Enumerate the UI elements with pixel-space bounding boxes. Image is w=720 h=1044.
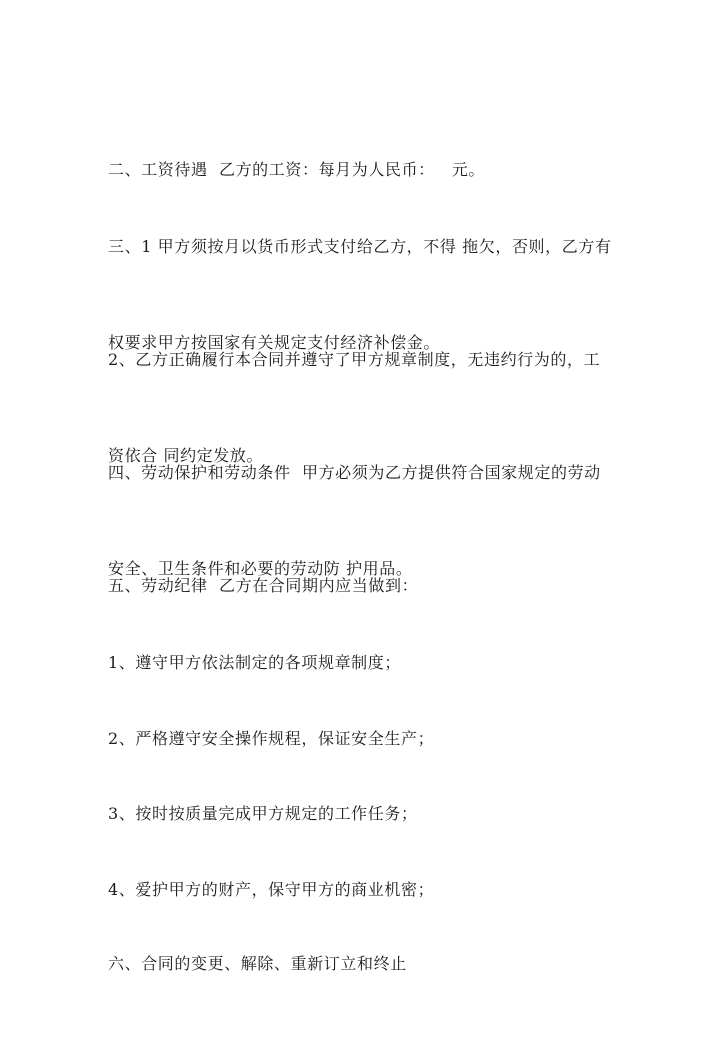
paragraph-line: 4、爱护甲方的财产，保守甲方的商业机密； [108,880,435,899]
paragraph-line: 资依合 同约定发放。 [108,446,264,465]
paragraph-line: 1、遵守甲方依法制定的各项规章制度； [108,653,401,672]
paragraph-line: 安全、卫生条件和必要的劳动防 护用品。 [108,559,413,578]
paragraph-line: 二、工资待遇 乙方的工资：每月为人民币： 元。 [108,160,486,179]
paragraph-line: 四、劳动保护和劳动条件 甲方必须为乙方提供符合国家规定的劳动 [108,463,601,482]
paragraph-line: 2、乙方正确履行本合同并遵守了甲方规章制度，无违约行为的，工 [108,350,601,369]
paragraph-line: 2、严格遵守安全操作规程，保证安全生产； [108,729,435,748]
paragraph-line: 五、劳动纪律 乙方在合同期内应当做到： [108,576,419,595]
paragraph-line: 六、合同的变更、解除、重新订立和终止 [108,954,407,973]
section-contract-changes [108,884,618,1044]
paragraph-line: 3、按时按质量完成甲方规定的工作任务； [108,804,418,823]
paragraph-line: 权要求甲方按国家有关规定支付经济补偿金。 [108,333,441,352]
paragraph-line: 三、1 甲方须按月以货币形式支付给乙方，不得 拖欠，否则，乙方有 [108,237,612,256]
